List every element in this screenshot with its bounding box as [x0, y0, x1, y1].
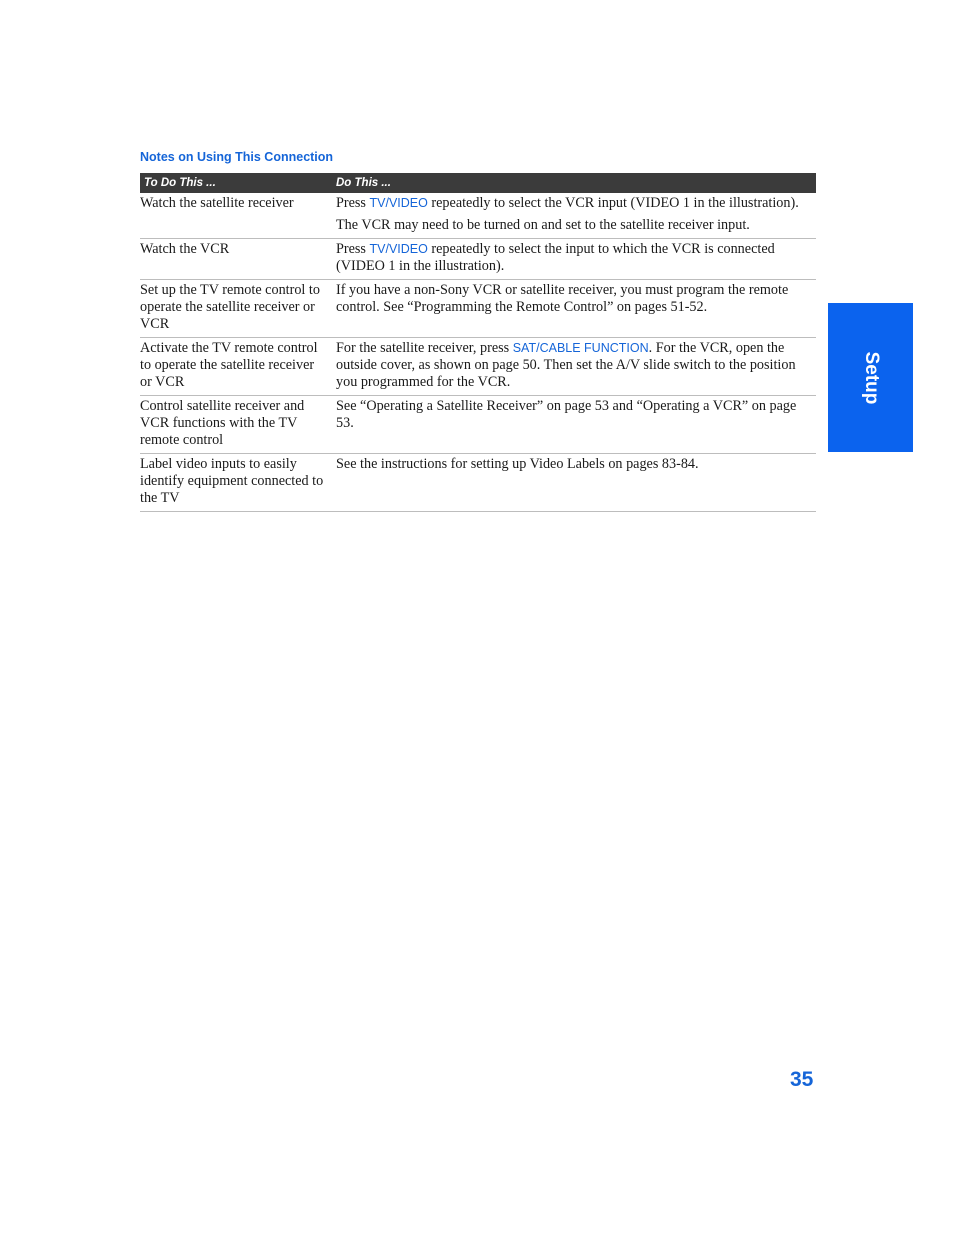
- sat-cable-function-key: SAT/CABLE FUNCTION: [512, 341, 649, 355]
- task-cell: Set up the TV remote control to operate the satellite receiver or VCR: [140, 282, 320, 332]
- action-paragraph: Press TV/VIDEO repeatedly to select the VCR input (VIDEO 1 in the illustration).: [336, 195, 799, 211]
- section-side-tab: [828, 303, 913, 452]
- column-header-task: To Do This ...: [144, 177, 216, 189]
- action-cell: [336, 454, 816, 507]
- table-row: [140, 338, 816, 396]
- table-row: [140, 239, 816, 280]
- action-cell: [336, 193, 816, 234]
- task-cell: Label video inputs to easily identify equipment connected to the TV: [140, 456, 324, 506]
- table-header: [140, 173, 816, 193]
- action-cell: [336, 280, 816, 333]
- tv-video-key: TV/VIDEO: [369, 196, 428, 210]
- action-cell: [336, 338, 816, 391]
- task-cell: Watch the satellite receiver: [140, 195, 294, 211]
- tv-video-key: TV/VIDEO: [369, 242, 428, 256]
- table-row: [140, 193, 816, 239]
- task-cell: Control satellite receiver and VCR functions with the TV remote control: [140, 398, 305, 448]
- action-paragraph: The VCR may need to be turned on and set to the satellite receiver input.: [336, 217, 750, 233]
- action-cell: [336, 396, 816, 449]
- table-row: [140, 396, 816, 454]
- column-header-action: Do This ...: [336, 177, 391, 189]
- action-paragraph: See the instructions for setting up Video Labels on pages 83-84.: [336, 456, 699, 472]
- action-paragraph: Press TV/VIDEO repeatedly to select the input to which the VCR is connected (VIDEO 1 in the illustration).: [336, 241, 775, 274]
- table-row: [140, 454, 816, 512]
- action-cell: [336, 239, 816, 275]
- table-row: [140, 280, 816, 338]
- side-tab-label: Setup: [860, 351, 882, 404]
- action-paragraph: For the satellite receiver, press SAT/CABLE FUNCTION. For the VCR, open the outside cover, as shown on page 50. Then set the A/V slide switch to the position you programmed for the VCR.: [336, 340, 796, 390]
- section-title: Notes on Using This Connection: [140, 150, 334, 164]
- task-cell: Activate the TV remote control to operate the satellite receiver or VCR: [140, 340, 318, 390]
- task-cell: Watch the VCR: [140, 241, 230, 257]
- page-number: 35: [790, 1068, 814, 1091]
- action-paragraph: See “Operating a Satellite Receiver” on page 53 and “Operating a VCR” on page 53.: [336, 398, 797, 431]
- action-paragraph: If you have a non-Sony VCR or satellite receiver, you must program the remote control. See “Programming the Remote Control” on pages 51-52.: [336, 282, 789, 315]
- instructions-table: [140, 173, 816, 512]
